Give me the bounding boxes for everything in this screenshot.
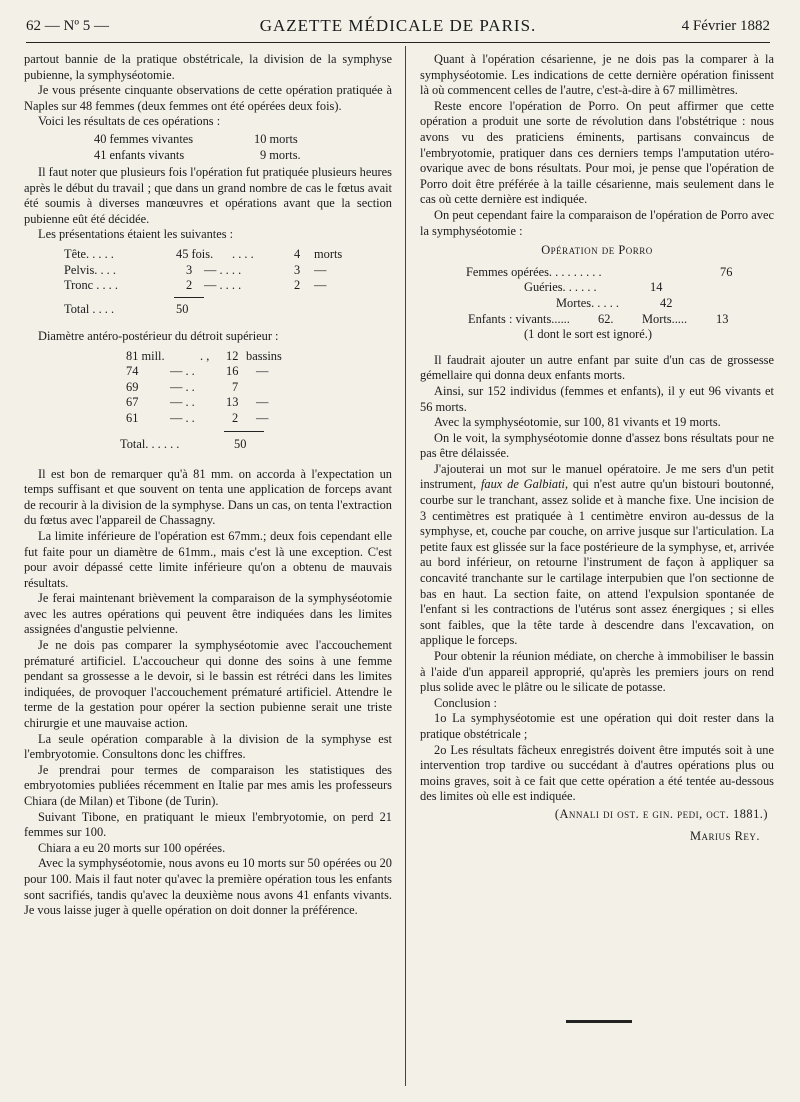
- paragraph: Je vous présente cinquante observations de cette opération pratiquée à Naples sur 48 femmes (deux femmes ont été opérées deux fois).: [24, 83, 392, 113]
- porro-heading: Opération de Porro: [541, 243, 653, 258]
- porro-value: 62.: [598, 311, 614, 326]
- results-cell: 40 femmes vivantes: [94, 131, 194, 146]
- table-row: [24, 278, 392, 294]
- diameter-mm: 67: [126, 395, 139, 410]
- table-row: [420, 296, 774, 312]
- presentation-unit: —: [314, 278, 327, 293]
- journal-title: GAZETTE MÉDICALE DE PARIS.: [259, 16, 537, 35]
- paragraph: Voici les résultats de ces opérations :: [38, 114, 221, 129]
- paragraph: Il est bon de remarquer qu'à 81 mm. on accorda à l'expectation un temps suffisant et que souvent on tenta une application de forceps avant de recourir à la division de la symphyse. Dans un cas, on tenta l'extraction du fœtus avec l'appareil de Chassagny.: [24, 466, 392, 528]
- paragraph: Je prendrai pour termes de comparaison les statistiques des embryotomies publiées récemment en Italie par mes amis les professeurs Chiara (de Milan) et Tibone (de Turin).: [24, 762, 392, 808]
- paragraph: [420, 462, 774, 649]
- total-value: 50: [234, 436, 247, 451]
- paragraph: 1o La symphyséotomie est une opération qui doit rester dans la pratique obstétricale ;: [420, 711, 774, 741]
- results-cell: 10 morts: [254, 131, 298, 146]
- page-header: [26, 16, 770, 43]
- sum-rule: [174, 297, 204, 298]
- paragraph: Je ne dois pas comparer la symphyséotomie avec l'accouchement prématuré artificiel. L'accoucheur qui donne des soins à une femme pendant sa grossesse a le devoir, si le bassin est rétréci dans les limites indiquées, de provoquer l'accouchement prématuré artificiel. Attendre le terme de la gestation pour opérer la section pubienne serait une triste chirurgie et une mauvaise action.: [24, 638, 392, 731]
- diameter-mm: 81 mill.: [126, 348, 165, 363]
- presentation-unit: —: [314, 262, 327, 277]
- presentation-morts: 2: [294, 278, 301, 293]
- presentation-name: Tronc . . . .: [64, 278, 118, 293]
- paragraph: partout bannie de la pratique obstétricale, la division de la symphyse pubienne, la symphyséotomie.: [24, 52, 392, 82]
- table-row: [24, 263, 392, 279]
- paragraph: Ainsi, sur 152 individus (femmes et enfants), il y eut 96 vivants et 56 morts.: [420, 383, 774, 414]
- diameter-dots: . ,: [200, 348, 210, 363]
- diameter-unit: —: [256, 364, 269, 379]
- diameter-unit: —: [256, 410, 269, 425]
- table-row: [24, 302, 392, 318]
- porro-value: 14: [650, 280, 663, 295]
- paragraph: Il faudrait ajouter un autre enfant par suite d'un cas de grossesse gémellaire qui donna deux enfants morts.: [420, 352, 774, 383]
- column-divider: [405, 46, 406, 1086]
- table-row: [24, 364, 392, 380]
- porro-table: [420, 265, 774, 347]
- presentation-dots: — . . . .: [204, 262, 242, 277]
- paragraph: 2o Les résultats fâcheux enregistrés doivent être imputés soit à une intervention trop tardive ou succédant à d'autres opérations plus ou moins graves, soit à ce fait que cette opération a été tentée au-dessous des limites où elle est indiquée.: [420, 742, 774, 804]
- table-row: [24, 395, 392, 411]
- presentation-morts: 3: [294, 262, 301, 277]
- total-label: Total . . . .: [64, 301, 115, 316]
- paragraph: La seule opération comparable à la division de la symphyse est l'embryotomie. Consultons donc les chiffres.: [24, 731, 392, 762]
- porro-label: Femmes opérées. . . . . . . . .: [466, 264, 602, 279]
- diameter-mm: 61: [126, 410, 139, 425]
- results-table: [24, 132, 392, 165]
- issue-date: 4 Février 1882: [681, 18, 770, 34]
- text-run: , qui n'est autre qu'un bistouri boutonné, courbe sur le tranchant, assez solide et à manche fixe. Une incision de 3 centimètres est pratiquée à 1 centimètre environ au-dessus de la symphyse, et, couche par couche, on arrive jusque sur l'articulation. La petite faux est glissée sur la face postérieure de la symphyse, et, arrivée au bord inférieur, on retourne l'instrument de façon à appliquer sa concavité tranchante sur le cartilage interpubien que l'on sectionne de bas en haut. La section faite, on attend l'expulsion spontanée de l'enfant si les contractions de l'utérus sont assez énergiques ; si elles sont faibles, que la tête tarde à descendre dans l'excavation, on applique le forceps.: [420, 477, 775, 648]
- paragraph: La limite inférieure de l'opération est 67mm.; deux fois cependant elle fut faite pour un diamètre de 61mm., mais c'est là une exception. C'est pour avoir dépassé cette limite inférieure qu'on a obtenu de mauvais résultats.: [24, 528, 392, 590]
- paragraph: On le voit, la symphyséotomie donne d'assez bons résultats pour ne pas être délaissée.: [420, 430, 774, 461]
- results-cell: 41 enfants vivants: [94, 147, 185, 162]
- presentation-dots: — . . . .: [204, 278, 242, 293]
- paragraph: Avec la symphyséotomie, nous avons eu 10 morts sur 50 opérées ou 20 pour 100. Mais il faut noter qu'avec la première opération tous les enfants sont sacrifiés, tandis qu'avec la deuxième nous avons 41 enfants vivants. Je vous laisse juger à quelle opération on doit donner la préférence.: [24, 856, 392, 918]
- porro-label: Mortes. . . . .: [556, 295, 619, 310]
- table-row: [24, 132, 392, 148]
- table-row: [420, 265, 774, 281]
- diameter-count: 7: [232, 379, 239, 394]
- diameter-count: 12: [226, 348, 239, 363]
- results-cell: 9 morts.: [260, 147, 301, 162]
- total-value: 50: [176, 301, 189, 316]
- diameter-dots: — . .: [170, 395, 195, 410]
- paragraph: Diamètre antéro-postérieur du détroit supérieur :: [38, 328, 279, 343]
- paragraph: Avec la symphyséotomie, sur 100, 81 vivants et 19 morts.: [434, 415, 721, 430]
- table-row: [24, 349, 392, 365]
- diameter-count: 13: [226, 395, 239, 410]
- porro-value: 76: [720, 264, 733, 279]
- table-row: [420, 327, 774, 343]
- diameters-table: [24, 349, 392, 461]
- table-row: [24, 437, 392, 453]
- presentation-dots: . . . .: [232, 246, 254, 261]
- presentation-name: Pelvis. . . .: [64, 262, 116, 277]
- paragraph: On peut cependant faire la comparaison de l'opération de Porro avec la symphyséotomie :: [420, 207, 774, 238]
- paragraph: Quant à l'opération césarienne, je ne dois pas la comparer à la symphyséotomie. Les indications de cette dernière opération finissent là où commencent celles de l'autre, c'est-à-dire à 67 millimètres.: [420, 52, 774, 98]
- source-citation: (Annali di ost. e gin. pedi, oct. 1881.): [554, 806, 768, 821]
- right-column: [420, 52, 774, 844]
- sum-rule: [224, 431, 264, 432]
- presentation-count: 2: [186, 278, 193, 293]
- left-column: [24, 52, 392, 919]
- diameter-dots: — . .: [170, 364, 195, 379]
- author-signature: Marius Rey.: [690, 828, 760, 843]
- text-run: J'ajouterai un mot sur le manuel opératoire. Je me sers d'un petit instrument,: [420, 461, 774, 492]
- presentation-morts: 4: [294, 246, 301, 261]
- diameter-dots: — . .: [170, 379, 195, 394]
- instrument-name: faux de Galbiati: [480, 477, 565, 492]
- table-row: [420, 312, 774, 328]
- paragraph: Chiara a eu 20 morts sur 100 opérées.: [38, 840, 226, 855]
- table-row: [24, 148, 392, 164]
- diameter-count: 2: [232, 410, 239, 425]
- diameter-mm: 69: [126, 379, 139, 394]
- paragraph: Pour obtenir la réunion médiate, on cherche à immobiliser le bassin à l'aide d'un appareil approprié, qu'après les premiers jours on rend plus solide avec le plâtre ou le silicate de potasse.: [420, 649, 774, 695]
- presentations-table: [24, 247, 392, 323]
- porro-note: (1 dont le sort est ignoré.): [524, 327, 653, 342]
- page-number: 62 — Nº 5 —: [26, 18, 109, 34]
- table-row: [24, 411, 392, 427]
- diameter-unit: bassins: [246, 348, 282, 363]
- paragraph: Il faut noter que plusieurs fois l'opération fut pratiquée plusieurs heures après le début du travail ; que dans un grand nombre de cas le fœtus avait été soumis à diverses manœuvres et opérations avant que la section pubienne eût été décidée.: [24, 164, 392, 226]
- paragraph: Je ferai maintenant brièvement la comparaison de la symphyséotomie avec les autres opérations qui peuvent être indiquées dans les limites assignées d'angustie pelvienne.: [24, 591, 392, 637]
- table-row: [24, 380, 392, 396]
- paragraph: Reste encore l'opération de Porro. On peut affirmer que cette opération a produit une sorte de révolution dans l'obstétrique : nous avons vu des praticiens éminents, partisans convaincus de l'embryotomie, pratiquer dans ces derniers temps l'amputation utéro-ovarique avec de bons résultats. Pour moi, je pense que l'opération de Porro doit être préférée à la taille césarienne, mais seulement dans le cas où cette dernière est indiquée.: [420, 98, 774, 207]
- porro-value: 42: [660, 295, 673, 310]
- total-label: Total. . . . . .: [120, 436, 180, 451]
- presentation-count: 3: [186, 262, 193, 277]
- porro-value: 13: [716, 311, 729, 326]
- porro-label: Guéries. . . . . .: [524, 280, 597, 295]
- presentation-count: 45 fois.: [176, 246, 214, 261]
- diameter-count: 16: [226, 364, 239, 379]
- paragraph: Suivant Tibone, en pratiquant le mieux l'embryotomie, on perd 21 femmes sur 100.: [24, 809, 392, 840]
- paragraph: Conclusion :: [434, 695, 497, 710]
- porro-label: Morts.....: [642, 311, 688, 326]
- paragraph: Les présentations étaient les suivantes :: [38, 227, 234, 242]
- diameter-mm: 74: [126, 364, 139, 379]
- presentation-unit: morts: [314, 246, 343, 261]
- end-rule: [566, 1020, 632, 1023]
- diameter-dots: — . .: [170, 410, 195, 425]
- table-row: [24, 247, 392, 263]
- diameter-unit: —: [256, 395, 269, 410]
- table-row: [420, 280, 774, 296]
- porro-label: Enfants : vivants......: [468, 311, 570, 326]
- presentation-name: Tête. . . . .: [64, 246, 114, 261]
